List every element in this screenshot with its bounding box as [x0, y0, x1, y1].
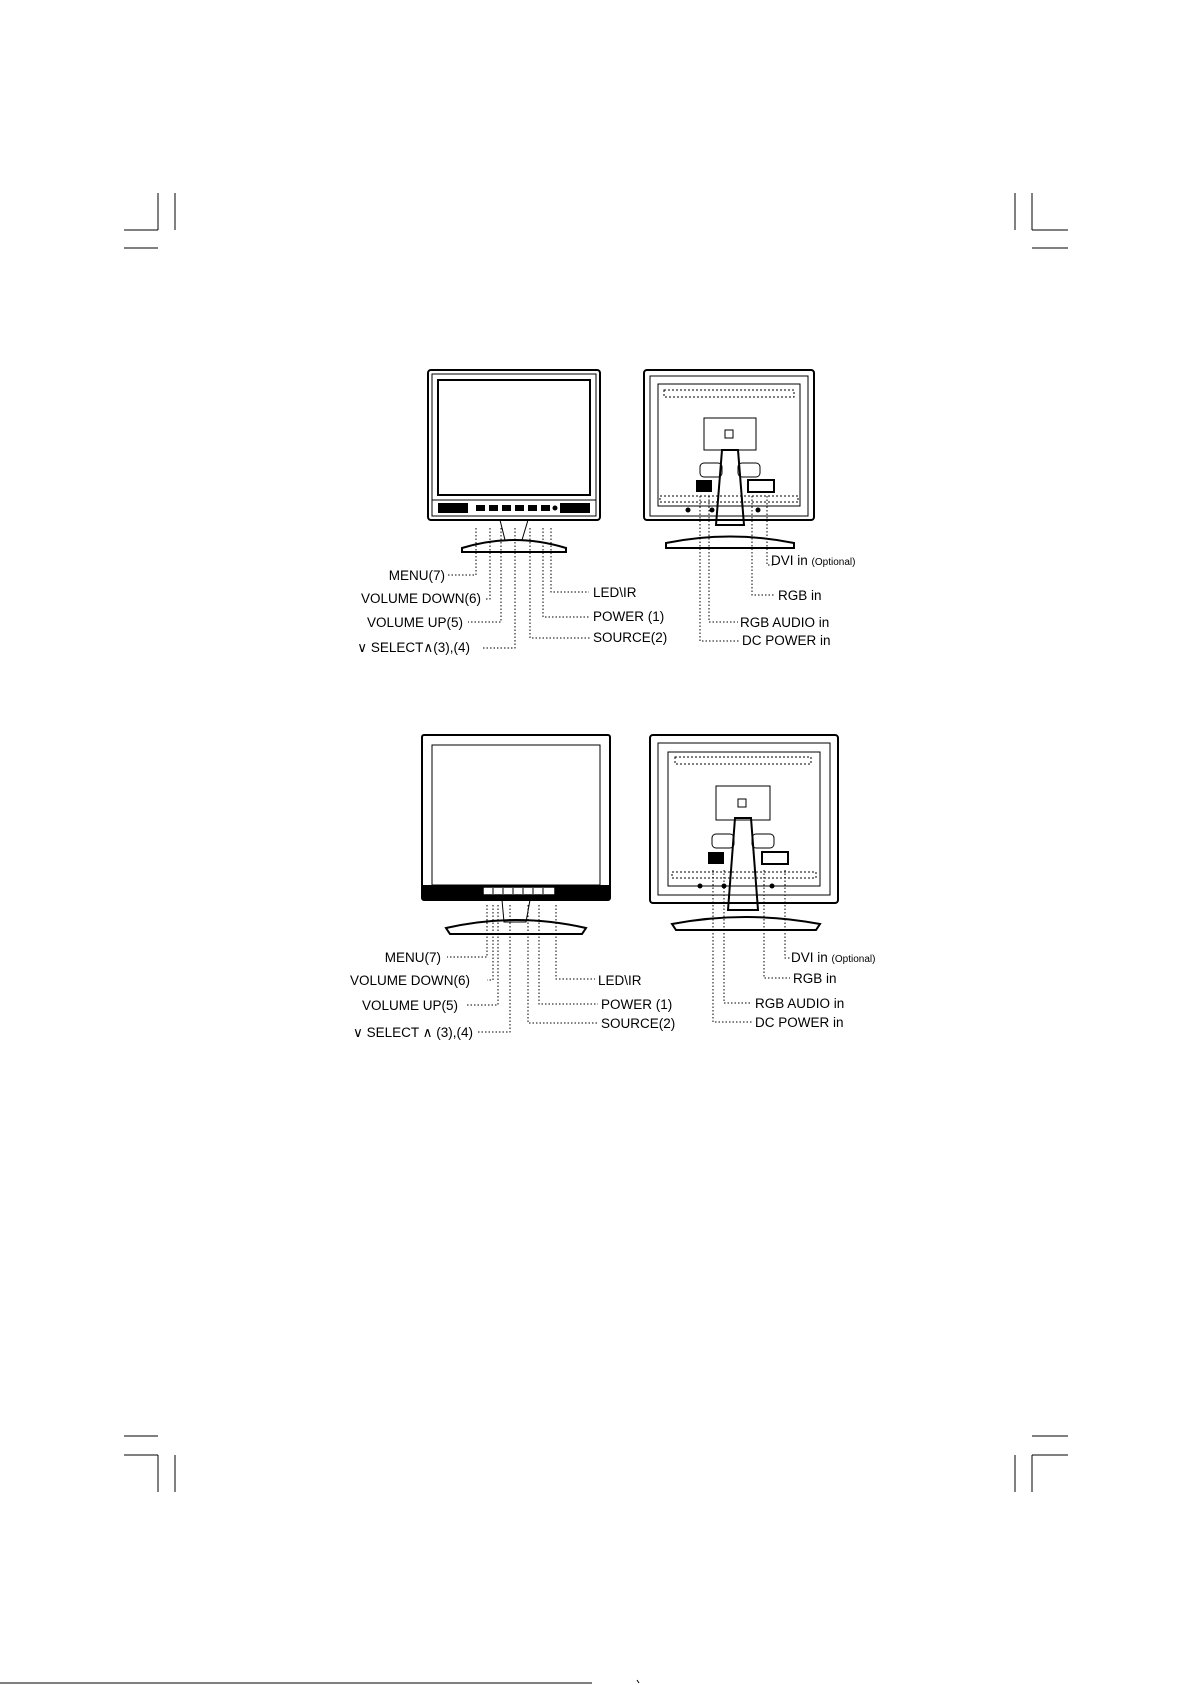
rgb-audio-in-label-2: RGB AUDIO in [755, 996, 845, 1011]
volume-up-label-2: VOLUME UP(5) [361, 998, 458, 1013]
dc-power-in-label-1: DC POWER in [742, 633, 831, 648]
rgb-audio-in-label-1: RGB AUDIO in [740, 615, 830, 630]
volume-down-label-1: VOLUME DOWN(6) [360, 591, 481, 606]
power-label-1: POWER (1) [593, 609, 665, 624]
led-ir-label-2: LED\IR [598, 973, 642, 988]
rgb-in-label-1: RGB in [778, 588, 822, 603]
select-label-1: ∨ SELECT∧(3),(4) [357, 640, 470, 655]
power-label-2: POWER (1) [601, 997, 673, 1012]
diagram-1 [357, 370, 855, 655]
crop-marks [0, 193, 1068, 1683]
dvi-optional-text-1: (Optional) [811, 557, 856, 568]
front-monitor-1 [428, 370, 600, 552]
menu-label-1: MENU(7) [388, 568, 445, 583]
front-monitor-2 [422, 735, 610, 934]
led-ir-label-1: LED\IR [593, 585, 637, 600]
rear-monitor-2 [650, 735, 838, 930]
dvi-in-label-2 [791, 950, 875, 965]
source-label-1: SOURCE(2) [593, 630, 668, 645]
select-label-2: ∨ SELECT ∧ (3),(4) [352, 1025, 473, 1040]
diagram-2 [350, 735, 875, 1040]
rgb-in-label-2: RGB in [793, 971, 837, 986]
dvi-in-text-2: DVI in [791, 950, 828, 965]
dc-power-in-label-2: DC POWER in [755, 1015, 844, 1030]
menu-label-2: MENU(7) [384, 950, 441, 965]
volume-down-label-2: VOLUME DOWN(6) [349, 973, 470, 988]
source-label-2: SOURCE(2) [601, 1016, 676, 1031]
dvi-in-label-1 [771, 553, 855, 568]
dvi-optional-text-2: (Optional) [831, 954, 876, 965]
rear-monitor-1 [644, 370, 814, 548]
volume-up-label-1: VOLUME UP(5) [366, 615, 463, 630]
dvi-in-text-1: DVI in [771, 553, 808, 568]
